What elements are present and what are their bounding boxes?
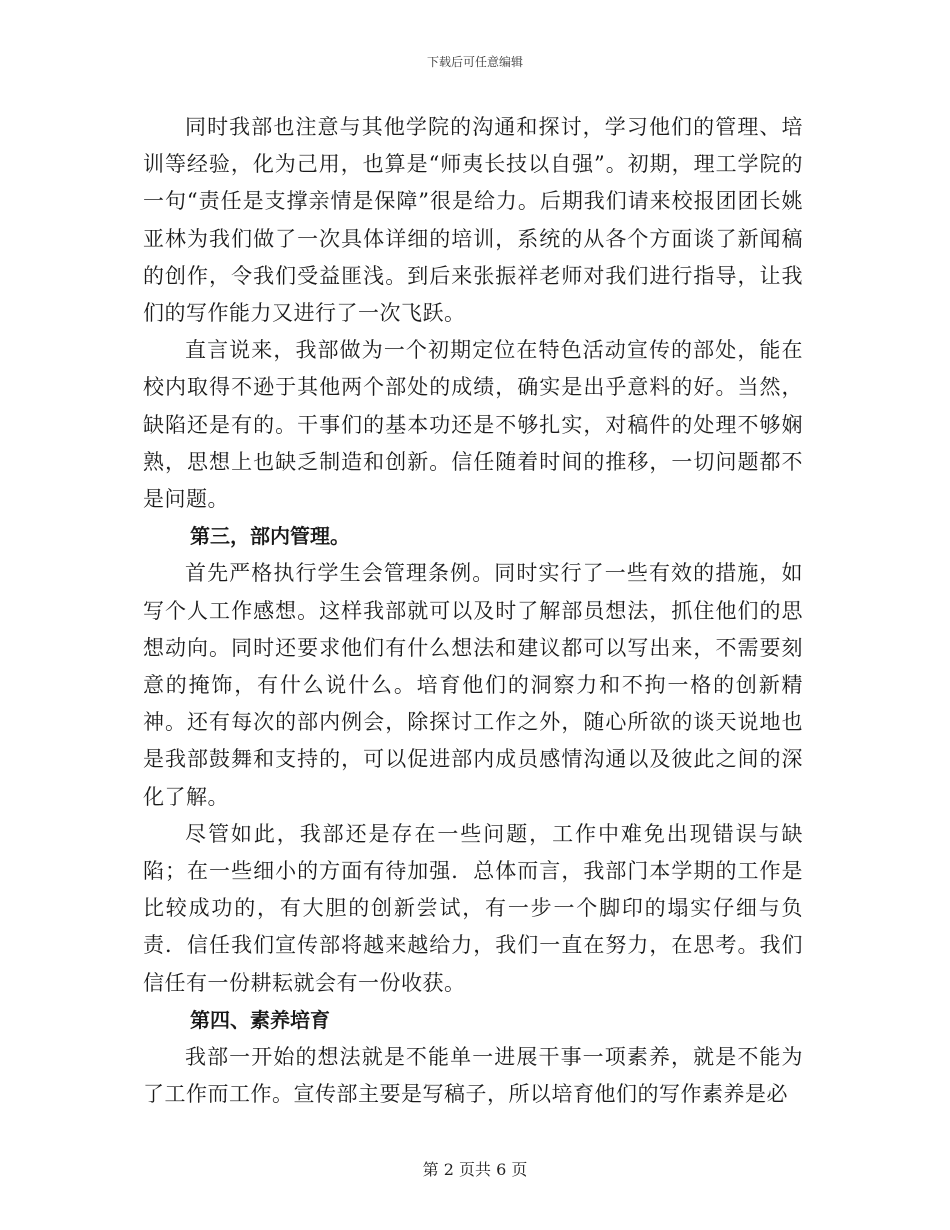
- page-number: 第 2 页共 6 页: [422, 1160, 528, 1179]
- paragraph-problems-summary: 尽管如此，我部还是存在一些问题，工作中难免出现错误与缺陷；在一些细小的方面有待加强．总体而言，我部门本学期的工作是比较成功的，有大胆的创新尝试，有一步一个脚印的塌实仔细与负责．信任我们宣传部将越来越给力，我们一直在努力，在思考。我们信任有一份耕耘就会有一份收获。: [143, 821, 803, 995]
- paragraph-communication: 同时我部也注意与其他学院的沟通和探讨，学习他们的管理、培训等经验，化为己用，也算是“师夷长技以自强”。初期，理工学院的一句“责任是支撑亲情是保障”很是给力。后期我们请来校报团团长姚亚林为我们做了一次具体详细的培训，系统的从各个方面谈了新闻稿的创作，令我们受益匪浅。到后来张振祥老师对我们进行指导，让我们的写作能力又进行了一次飞跃。: [143, 115, 803, 326]
- section-heading-internal-management: 第三，部内管理。: [190, 524, 350, 549]
- paragraph-management-measures: 首先严格执行学生会管理条例。同时实行了一些有效的措施，如写个人工作感想。这样我部就可以及时了解部员想法，抓住他们的思想动向。同时还要求他们有什么想法和建议都可以写出来，不需要刻意的掩饰，有什么说什么。培育他们的洞察力和不拘一格的创新精神。还有每次的部内例会，除探讨工作之外，随心所欲的谈天说地也是我部鼓舞和支持的，可以促进部内成员感情沟通以及彼此之间的深化了解。: [143, 561, 803, 809]
- page-header-note: 下载后可任意编辑: [426, 55, 523, 69]
- document-body: [143, 109, 803, 1113]
- section-heading-quality-training: 第四、素养培育: [190, 1007, 330, 1032]
- paragraph-assessment: 直言说来，我部做为一个初期定位在特色活动宣传的部处，能在校内取得不逊于其他两个部处的成绩，确实是出乎意料的好。当然，缺陷还是有的。干事们的基本功还是不够扎实，对稿件的处理不够娴熟，思想上也缺乏制造和创新。信任随着时间的推移，一切问题都不是问题。: [143, 338, 803, 512]
- paragraph-quality-training: 我部一开始的想法就是不能单一进展干事一项素养，就是不能为了工作而工作。宣传部主要是写稿子，所以培育他们的写作素养是必: [143, 1045, 803, 1107]
